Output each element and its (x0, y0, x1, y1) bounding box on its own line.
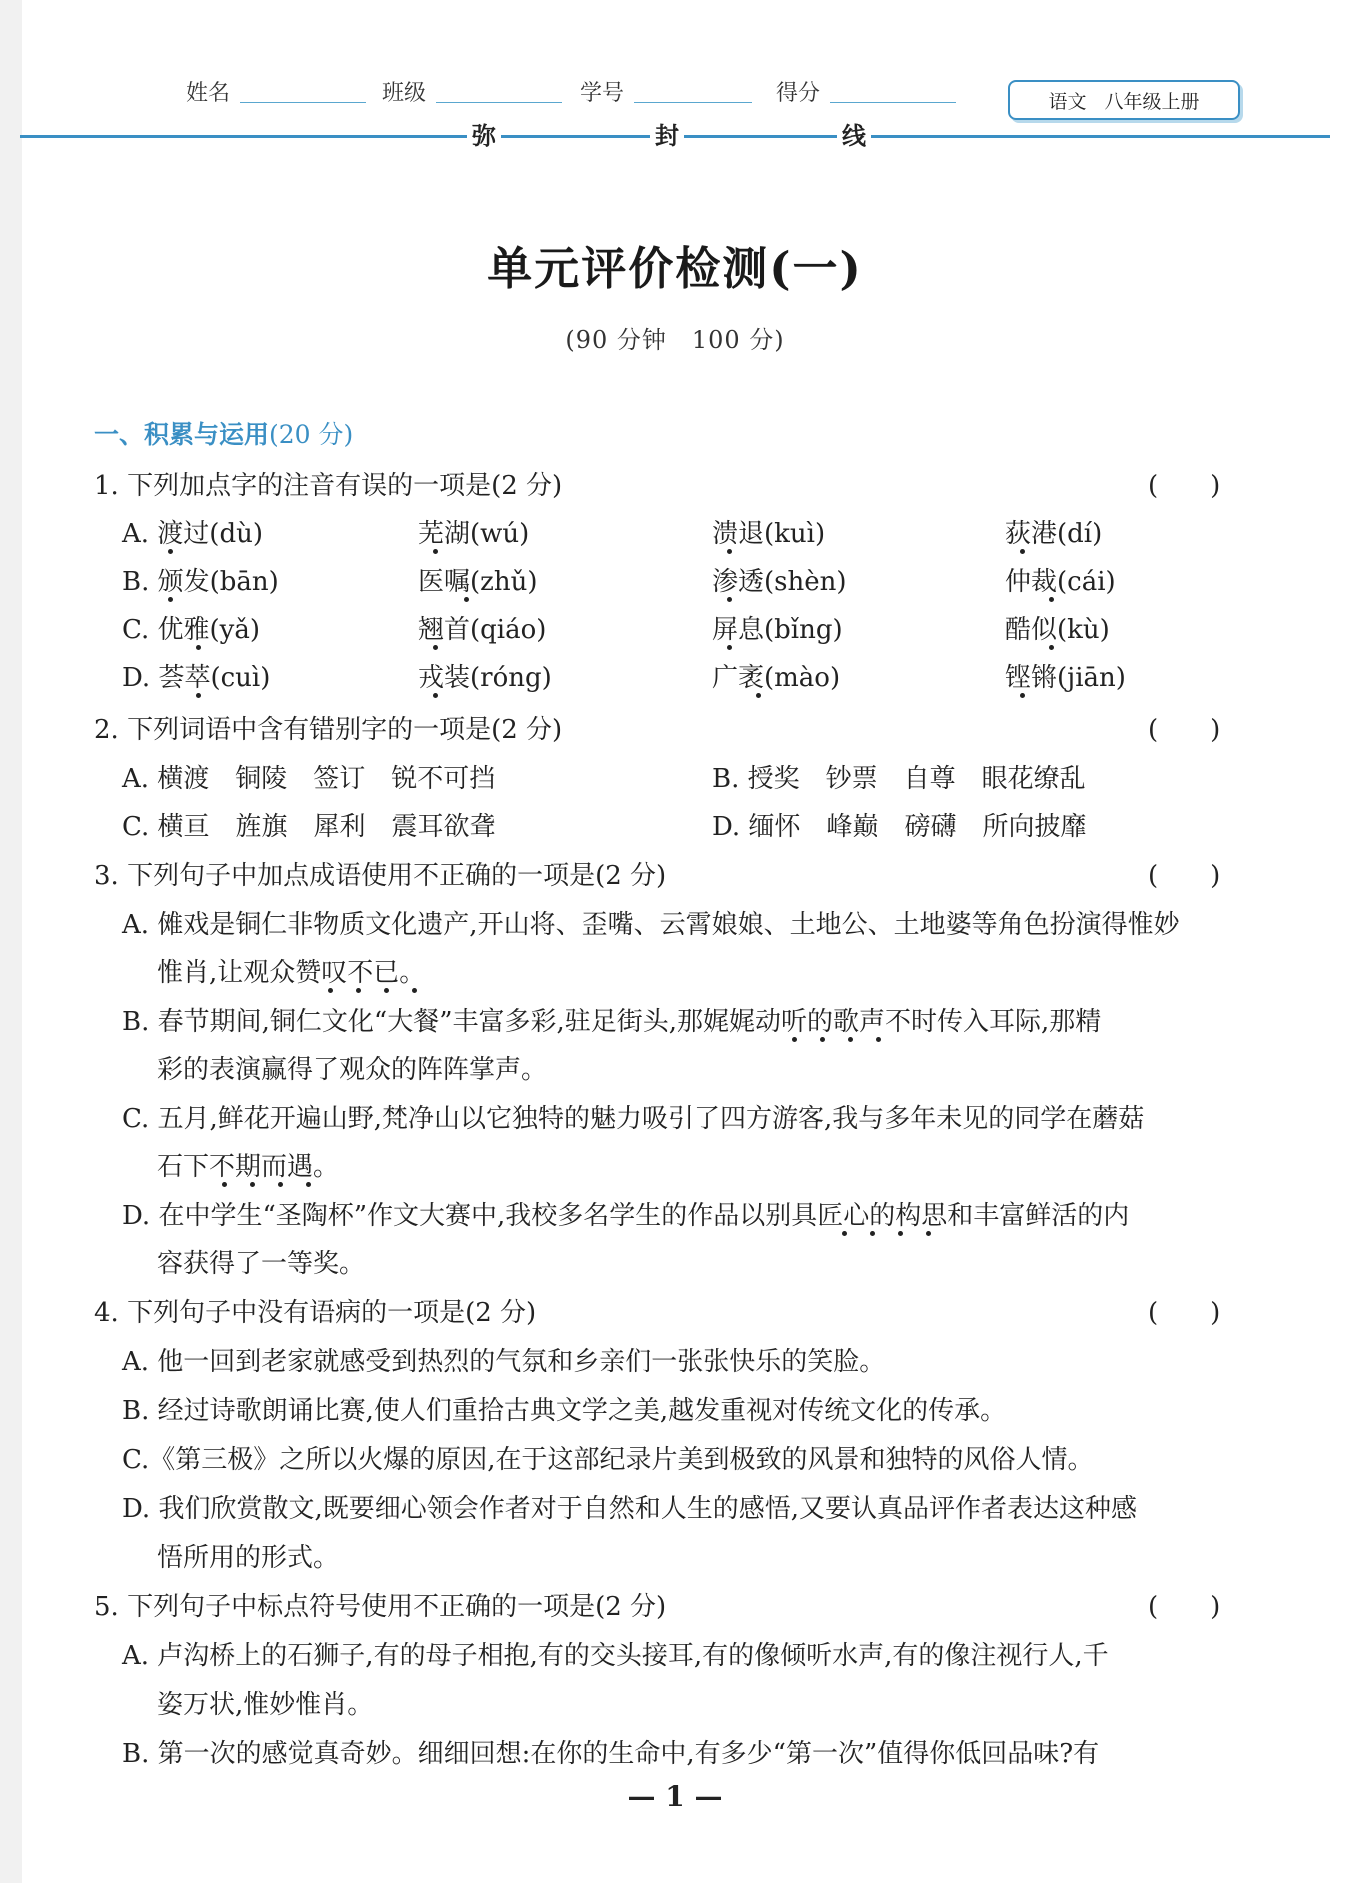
q2-option-d: D. 缅怀 峰巅 磅礴 所向披靡 (712, 812, 1087, 842)
emphasis-dot (820, 1037, 825, 1042)
q3-option-a-cont: 惟肖,让观众赞叹不已。 (157, 958, 426, 988)
seal-char-1: 弥 (467, 121, 501, 151)
grade-label: 八年级上册 (1104, 90, 1200, 113)
emphasis-dot (328, 988, 333, 993)
emphasis-dot (1049, 597, 1054, 602)
emphasis-dot (727, 549, 732, 554)
q5-option-a-cont: 姿万状,惟妙惟肖。 (157, 1690, 374, 1720)
id-blank[interactable] (634, 102, 752, 103)
question-5-answer-box[interactable]: ( ) (1148, 1592, 1221, 1622)
question-3-answer-box[interactable]: ( ) (1148, 861, 1221, 891)
q3-option-c-cont: 石下不期而遇。 (157, 1152, 340, 1182)
emphasis-dot (848, 1037, 853, 1042)
q2-option-a: A. 横渡 铜陵 签订 锐不可挡 (122, 764, 496, 794)
q3-option-b-cont: 彩的表演赢得了观众的阵阵掌声。 (157, 1055, 548, 1085)
q4-option-d: D. 我们欣赏散文,既要细心领会作者对于自然和人生的感悟,又要认真品评作者表达这种感 (122, 1494, 1137, 1524)
q1-b-1: B. 颁发(bān) (122, 567, 279, 597)
emphasis-dot (356, 988, 361, 993)
q4-option-c: C.《第三极》之所以火爆的原因,在于这部纪录片美到极致的风景和独特的风俗人情。 (122, 1445, 1094, 1475)
class-blank[interactable] (436, 102, 562, 103)
q1-c-2: 翘首(qiáo) (418, 615, 547, 645)
question-4-stem: 4. 下列句子中没有语病的一项是(2 分) (94, 1298, 537, 1328)
emphasis-dot (898, 1231, 903, 1236)
q2-option-c: C. 横亘 旌旗 犀利 震耳欲聋 (122, 812, 496, 842)
emphasis-dot (1049, 645, 1054, 650)
emphasis-dot (168, 549, 173, 554)
id-label: 学号 (580, 81, 625, 106)
emphasis-dot (464, 597, 469, 602)
subject-label: 语文 (1048, 90, 1087, 113)
question-3-stem: 3. 下列句子中加点成语使用不正确的一项是(2 分) (94, 861, 667, 891)
q1-a-2: 芜湖(wú) (418, 519, 530, 549)
question-1-stem: 1. 下列加点字的注音有误的一项是(2 分) (94, 471, 563, 501)
section-points: (20 分) (269, 420, 354, 449)
section-title: 一、积累与运用 (94, 420, 270, 449)
question-4-answer-box[interactable]: ( ) (1148, 1298, 1221, 1328)
q2-option-b: B. 授奖 钞票 自尊 眼花缭乱 (712, 764, 1086, 794)
class-label: 班级 (382, 81, 427, 106)
q1-b-3: 渗透(shèn) (712, 567, 847, 597)
emphasis-dot (196, 693, 201, 698)
emphasis-dot (727, 597, 732, 602)
q1-a-3: 溃退(kuì) (712, 519, 826, 549)
q1-b-4: 仲裁(cái) (1005, 567, 1116, 597)
emphasis-dot (1020, 549, 1025, 554)
emphasis-dot (926, 1231, 931, 1236)
emphasis-dot (433, 645, 438, 650)
score-label: 得分 (776, 81, 821, 106)
emphasis-dot (727, 645, 732, 650)
emphasis-dot (792, 1037, 797, 1042)
emphasis-dot (250, 1182, 255, 1187)
q1-a-1: A. 渡过(dù) (122, 519, 263, 549)
q4-option-a: A. 他一回到老家就感受到热烈的气氛和乡亲们一张张快乐的笑脸。 (122, 1347, 886, 1377)
q1-d-1: D. 荟萃(cuì) (122, 663, 271, 693)
emphasis-dot (278, 1182, 283, 1187)
q3-option-c: C. 五月,鲜花开遍山野,梵净山以它独特的魅力吸引了四方游客,我与多年未见的同学在蘑菇 (122, 1104, 1145, 1134)
emphasis-dot (412, 988, 417, 993)
q1-d-2: 戎装(róng) (418, 663, 552, 693)
emphasis-dot (1020, 693, 1025, 698)
emphasis-dot (168, 597, 173, 602)
name-blank[interactable] (240, 102, 366, 103)
section-heading (94, 415, 353, 451)
q1-c-4: 酷似(kù) (1005, 615, 1110, 645)
q3-option-a: A. 傩戏是铜仁非物质文化遗产,开山将、歪嘴、云霄娘娘、土地公、土地婆等角色扮演得惟妙 (122, 910, 1180, 940)
q3-option-d: D. 在中学生“圣陶杯”作文大赛中,我校多名学生的作品以别具匠心的构思和丰富鲜活的内 (122, 1201, 1130, 1231)
emphasis-dot (870, 1231, 875, 1236)
emphasis-dot (222, 1182, 227, 1187)
q1-c-1: C. 优雅(yǎ) (122, 615, 260, 645)
emphasis-dot (842, 1231, 847, 1236)
score-blank[interactable] (830, 102, 956, 103)
q4-option-b: B. 经过诗歌朗诵比赛,使人们重拾古典文学之美,越发重视对传统文化的传承。 (122, 1396, 1007, 1426)
subject-badge (1008, 80, 1240, 120)
question-5-stem: 5. 下列句子中标点符号使用不正确的一项是(2 分) (94, 1592, 667, 1622)
q1-d-3: 广袤(mào) (712, 663, 841, 693)
q1-c-3: 屏息(bǐng) (712, 615, 843, 645)
page-number: — 1 — (627, 1780, 723, 1813)
q3-option-d-cont: 容获得了一等奖。 (157, 1249, 366, 1279)
q3-option-b: B. 春节期间,铜仁文化“大餐”丰富多彩,驻足街头,那娓娓动听的歌声不时传入耳际,那精 (122, 1007, 1102, 1037)
seal-char-2: 封 (650, 121, 684, 151)
name-label: 姓名 (186, 81, 231, 106)
seal-char-3: 线 (837, 121, 871, 151)
emphasis-dot (196, 645, 201, 650)
q5-option-a: A. 卢沟桥上的石狮子,有的母子相抱,有的交头接耳,有的像倾听水声,有的像注视行人,千 (122, 1641, 1109, 1671)
q4-option-d-cont: 悟所用的形式。 (157, 1543, 340, 1573)
q1-d-4: 铿锵(jiān) (1005, 663, 1126, 693)
emphasis-dot (876, 1037, 881, 1042)
question-2-stem: 2. 下列词语中含有错别字的一项是(2 分) (94, 715, 563, 745)
question-1-answer-box[interactable]: ( ) (1148, 471, 1221, 501)
emphasis-dot (306, 1182, 311, 1187)
q5-option-b: B. 第一次的感觉真奇妙。细细回想:在你的生命中,有多少“第一次”值得你低回品味?有 (122, 1739, 1100, 1769)
emphasis-dot (756, 693, 761, 698)
question-2-answer-box[interactable]: ( ) (1148, 715, 1221, 745)
page-title: 单元评价检测(一) (487, 242, 863, 295)
emphasis-dot (433, 549, 438, 554)
q1-b-2: 医嘱(zhǔ) (418, 567, 538, 597)
emphasis-dot (433, 693, 438, 698)
q1-a-4: 荻港(dí) (1005, 519, 1103, 549)
emphasis-dot (384, 988, 389, 993)
time-score-note: (90 分钟 100 分) (565, 326, 785, 354)
